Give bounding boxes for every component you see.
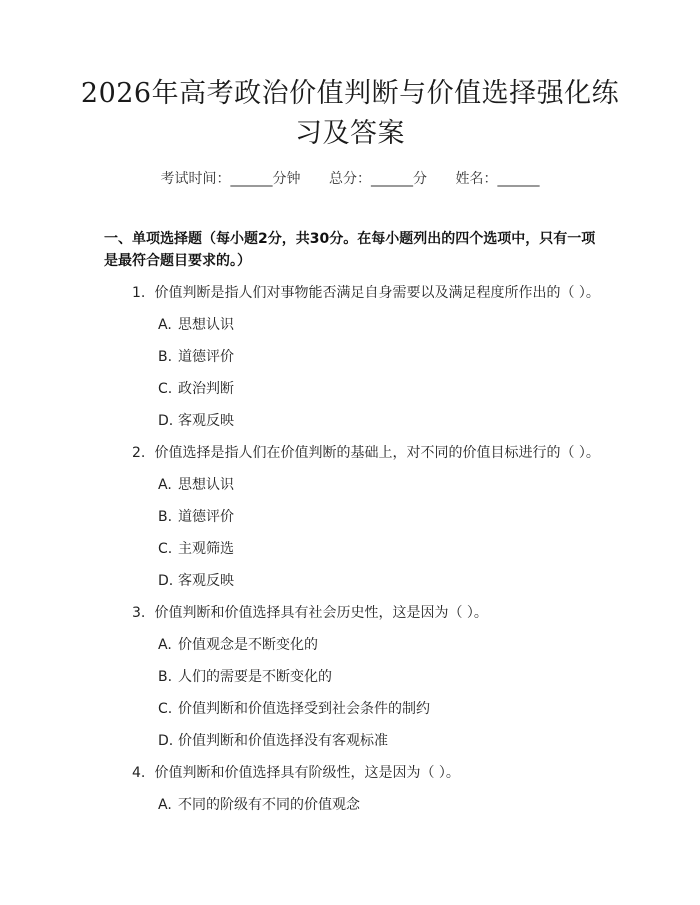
- question-1: [132, 277, 652, 437]
- option-list: [132, 469, 652, 597]
- title-line-2: 习及答案: [295, 118, 405, 149]
- option-letter: D.: [158, 413, 174, 429]
- option-b: [158, 341, 652, 373]
- option-a: [158, 629, 652, 661]
- section-heading: 一、单项选择题（每小题2分，共30分。在每小题列出的四个选项中，只有一项是最符合题目要求的。）: [104, 231, 596, 269]
- option-a: [158, 789, 652, 821]
- option-text: 政治判断: [178, 381, 234, 397]
- question-number: 3.: [132, 605, 146, 621]
- exam-name: 姓名：______: [455, 171, 540, 187]
- option-text: 道德评价: [178, 509, 234, 525]
- question-list: [132, 277, 652, 821]
- option-letter: B.: [158, 509, 173, 525]
- question-stem: [132, 437, 652, 469]
- option-letter: A.: [158, 317, 172, 333]
- option-c: [158, 533, 652, 565]
- option-d: [158, 565, 652, 597]
- option-c: [158, 373, 652, 405]
- option-text: 道德评价: [178, 349, 234, 365]
- option-text: 价值判断和价值选择没有客观标准: [178, 733, 388, 749]
- option-c: [158, 693, 652, 725]
- option-text: 价值观念是不断变化的: [178, 637, 318, 653]
- option-letter: A.: [158, 797, 172, 813]
- exam-info: [0, 168, 700, 188]
- question-3: [132, 597, 652, 757]
- exam-score: 总分：______分: [329, 171, 427, 187]
- question-text: 价值判断是指人们对事物能否满足自身需要以及满足程度所作出的（ ）。: [154, 285, 600, 301]
- question-number: 1.: [132, 285, 146, 301]
- option-letter: C.: [158, 381, 173, 397]
- option-letter: D.: [158, 733, 174, 749]
- question-4: [132, 757, 652, 821]
- option-letter: A.: [158, 637, 172, 653]
- option-list: [132, 789, 652, 821]
- option-text: 思想认识: [178, 477, 234, 493]
- option-list: [132, 629, 652, 757]
- option-list: [132, 309, 652, 437]
- option-text: 客观反映: [178, 413, 234, 429]
- option-text: 价值判断和价值选择受到社会条件的制约: [178, 701, 430, 717]
- question-text: 价值判断和价值选择具有社会历史性，这是因为（ ）。: [154, 605, 488, 621]
- option-b: [158, 661, 652, 693]
- option-letter: A.: [158, 477, 172, 493]
- title-line-1: 2026年高考政治价值判断与价值选择强化练: [80, 78, 620, 109]
- question-number: 2.: [132, 445, 146, 461]
- question-2: [132, 437, 652, 597]
- question-number: 4.: [132, 765, 146, 781]
- document-title: [60, 74, 640, 154]
- option-d: [158, 725, 652, 757]
- question-stem: [132, 597, 652, 629]
- question-text: 价值判断和价值选择具有阶级性，这是因为（ ）。: [154, 765, 460, 781]
- option-text: 主观筛选: [178, 541, 234, 557]
- option-text: 人们的需要是不断变化的: [178, 669, 332, 685]
- option-text: 思想认识: [178, 317, 234, 333]
- option-letter: C.: [158, 701, 173, 717]
- option-d: [158, 405, 652, 437]
- option-letter: B.: [158, 669, 173, 685]
- question-stem: [132, 757, 652, 789]
- question-text: 价值选择是指人们在价值判断的基础上，对不同的价值目标进行的（ ）。: [154, 445, 600, 461]
- option-a: [158, 309, 652, 341]
- option-letter: D.: [158, 573, 174, 589]
- option-text: 不同的阶级有不同的价值观念: [178, 797, 360, 813]
- option-b: [158, 501, 652, 533]
- option-a: [158, 469, 652, 501]
- option-text: 客观反映: [178, 573, 234, 589]
- question-stem: [132, 277, 652, 309]
- exam-time: 考试时间：______分钟: [160, 171, 301, 187]
- option-letter: B.: [158, 349, 173, 365]
- option-letter: C.: [158, 541, 173, 557]
